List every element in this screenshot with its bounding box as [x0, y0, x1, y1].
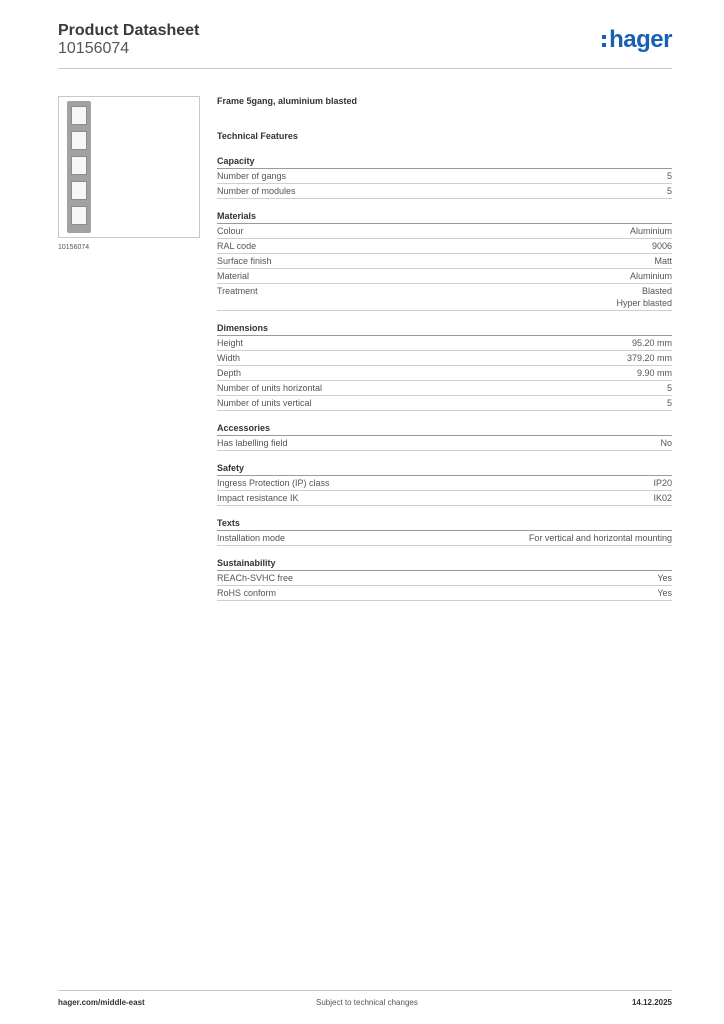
spec-row — [217, 169, 672, 184]
spec-label: Number of units horizontal — [217, 383, 323, 393]
spec-value — [652, 240, 672, 252]
logo-text: hager — [609, 26, 672, 53]
spec-label: Width — [217, 353, 241, 363]
section-title: Sustainability — [217, 557, 672, 571]
image-caption: 10156074 — [58, 244, 90, 251]
spec-value-line: 5 — [666, 186, 672, 196]
technical-features-heading: Technical Features — [217, 131, 298, 141]
spec-label: Treatment — [217, 286, 258, 296]
spec-label: Colour — [217, 226, 244, 236]
spec-label: Number of gangs — [217, 171, 287, 181]
spec-row — [217, 366, 672, 381]
spec-value-line: Aluminium — [629, 226, 672, 236]
spec-sections — [217, 155, 672, 601]
spec-value-line: Blasted — [641, 286, 672, 296]
spec-row — [217, 491, 672, 506]
spec-section — [217, 210, 672, 311]
frame-cell — [71, 206, 87, 225]
spec-value-line: Matt — [654, 256, 672, 266]
spec-section — [217, 557, 672, 601]
spec-value-line: IK02 — [653, 493, 672, 503]
header-divider — [58, 68, 672, 69]
spec-row — [217, 436, 672, 451]
spec-row — [217, 351, 672, 366]
footer-website: hager.com/middle-east — [58, 998, 145, 1007]
spec-value-line: Yes — [657, 573, 672, 583]
spec-value — [616, 285, 672, 309]
spec-value-line: Hyper blasted — [616, 298, 672, 308]
spec-value-line: IP20 — [653, 478, 672, 488]
spec-label: Impact resistance IK — [217, 493, 299, 503]
frame-cell — [71, 181, 87, 200]
spec-value-line: 9.90 mm — [636, 368, 672, 378]
spec-value — [627, 352, 672, 364]
spec-row — [217, 254, 672, 269]
spec-row — [217, 531, 672, 546]
section-title: Materials — [217, 210, 672, 224]
spec-label: Installation mode — [217, 533, 286, 543]
section-title: Dimensions — [217, 322, 672, 336]
spec-value-line: Yes — [657, 588, 672, 598]
page-header — [58, 22, 672, 70]
spec-section — [217, 422, 672, 451]
spec-value-line: 5 — [666, 171, 672, 181]
spec-value-line: 379.20 mm — [626, 353, 672, 363]
spec-label: Number of units vertical — [217, 398, 312, 408]
section-title: Texts — [217, 517, 672, 531]
spec-value-line: 5 — [666, 398, 672, 408]
footer-divider — [58, 990, 672, 991]
spec-value — [654, 255, 672, 267]
spec-label: Ingress Protection (IP) class — [217, 478, 330, 488]
spec-value — [657, 572, 672, 584]
spec-value — [529, 532, 672, 544]
spec-value-line: For vertical and horizontal mounting — [528, 533, 672, 543]
spec-row — [217, 586, 672, 601]
spec-label: Number of modules — [217, 186, 296, 196]
frame-5gang-illustration — [67, 101, 91, 233]
spec-value — [632, 337, 672, 349]
spec-label: Depth — [217, 368, 242, 378]
spec-value-line: Aluminium — [629, 271, 672, 281]
spec-row — [217, 224, 672, 239]
spec-value — [630, 225, 672, 237]
spec-value — [653, 492, 672, 504]
spec-row — [217, 269, 672, 284]
product-image — [58, 96, 200, 238]
spec-row — [217, 239, 672, 254]
spec-row — [217, 381, 672, 396]
spec-row — [217, 284, 672, 311]
spec-section — [217, 155, 672, 199]
spec-value-line: 5 — [666, 383, 672, 393]
section-title: Safety — [217, 462, 672, 476]
footer-disclaimer: Subject to technical changes — [316, 998, 418, 1007]
spec-section — [217, 322, 672, 411]
spec-label: Material — [217, 271, 250, 281]
spec-value — [630, 270, 672, 282]
spec-label: RAL code — [217, 241, 257, 251]
spec-label: RoHS conform — [217, 588, 277, 598]
frame-cell — [71, 131, 87, 150]
spec-value — [667, 185, 672, 197]
spec-value — [667, 170, 672, 182]
spec-label: REACh-SVHC free — [217, 573, 294, 583]
spec-value — [653, 477, 672, 489]
spec-value-line: 9006 — [651, 241, 672, 251]
spec-row — [217, 476, 672, 491]
product-name: Frame 5gang, aluminium blasted — [217, 96, 358, 106]
spec-content — [217, 95, 672, 601]
spec-row — [217, 336, 672, 351]
spec-label: Surface finish — [217, 256, 272, 266]
spec-value — [667, 397, 672, 409]
spec-value — [637, 367, 672, 379]
spec-value — [667, 382, 672, 394]
spec-value-line: No — [660, 438, 672, 448]
spec-row — [217, 184, 672, 199]
spec-label: Height — [217, 338, 244, 348]
spec-label: Has labelling field — [217, 438, 288, 448]
spec-row — [217, 396, 672, 411]
frame-cell — [71, 156, 87, 175]
section-title: Accessories — [217, 422, 672, 436]
spec-value-line: 95.20 mm — [631, 338, 672, 348]
spec-value — [660, 437, 672, 449]
logo-dots-icon — [602, 32, 607, 48]
hager-logo — [602, 28, 672, 52]
document-title: Product Datasheet — [58, 22, 200, 39]
spec-row — [217, 571, 672, 586]
spec-section — [217, 462, 672, 506]
document-number: 10156074 — [58, 40, 130, 57]
spec-section — [217, 517, 672, 546]
footer-date: 14.12.2025 — [631, 998, 672, 1007]
section-title: Capacity — [217, 155, 672, 169]
spec-value — [657, 587, 672, 599]
frame-cell — [71, 106, 87, 125]
